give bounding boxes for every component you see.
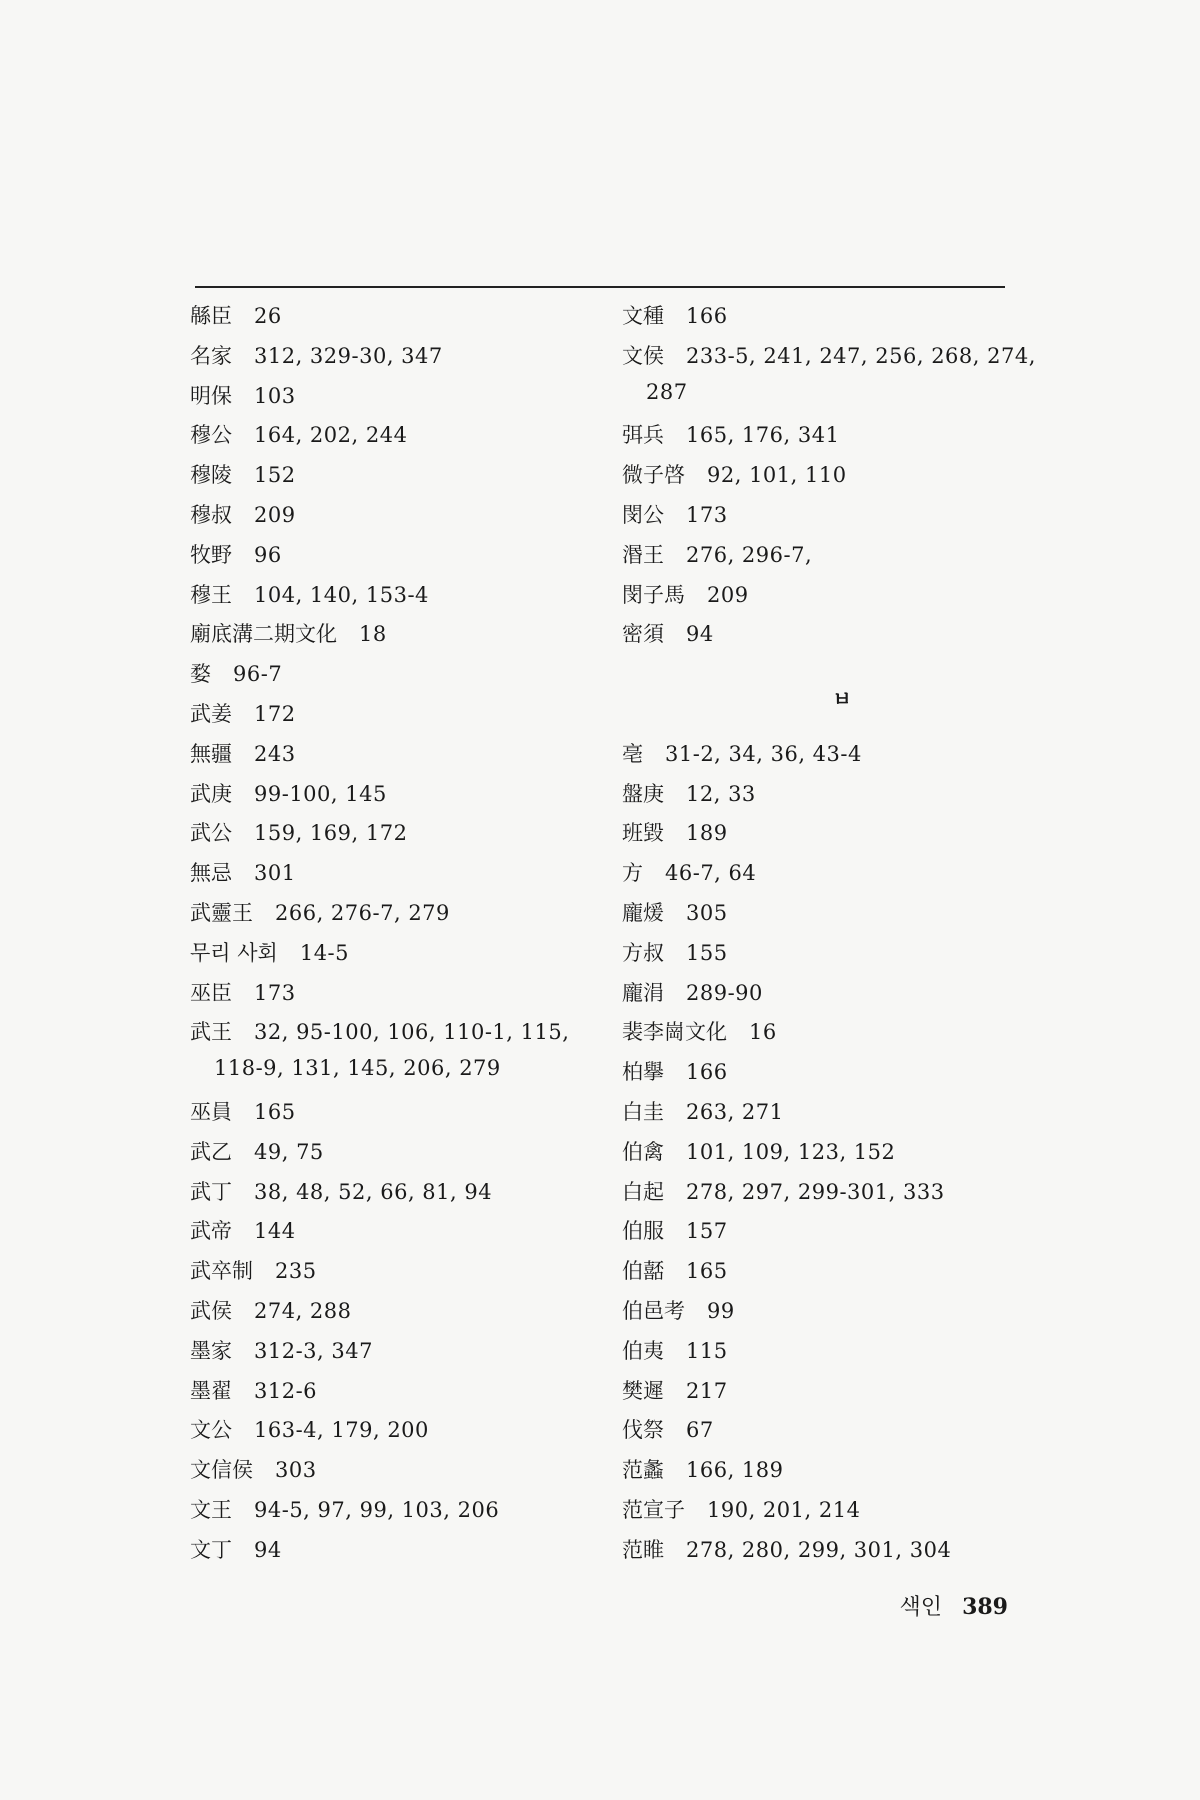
index-term: 文信侯 [190, 1458, 253, 1483]
index-entry [190, 778, 620, 818]
index-entry [190, 1335, 620, 1375]
index-term: 文種 [622, 304, 664, 328]
index-column-left [190, 300, 620, 1574]
index-term: 裴李崗文化 [622, 1020, 727, 1045]
index-pages: 159, 169, 172 [254, 821, 408, 846]
index-term: 巫員 [190, 1099, 232, 1124]
index-pages: 289-90 [686, 980, 763, 1005]
index-pages: 278, 280, 299, 301, 304 [686, 1537, 952, 1562]
index-pages: 144 [254, 1219, 296, 1244]
index-entry [190, 1136, 620, 1176]
index-pages: 31-2, 34, 36, 43-4 [665, 741, 862, 766]
index-term: 湣王 [622, 542, 664, 567]
index-pages: 18 [359, 622, 387, 647]
index-pages: 266, 276-7, 279 [275, 900, 450, 925]
index-pages: 163-4, 179, 200 [254, 1418, 429, 1443]
index-term: 武帝 [190, 1219, 232, 1244]
index-term: 伯嚭 [622, 1259, 664, 1284]
index-term: 白起 [622, 1179, 664, 1204]
index-pages: 92, 101, 110 [707, 463, 847, 488]
index-term: 明保 [190, 383, 232, 408]
index-entry [622, 1056, 1022, 1096]
index-entry [622, 300, 1022, 340]
index-entry-continuation [622, 380, 1022, 420]
index-term: 武姜 [190, 701, 232, 726]
index-entry [190, 499, 620, 539]
index-term: 文王 [190, 1497, 232, 1522]
index-entry [190, 817, 620, 857]
index-entry [190, 1096, 620, 1136]
section-heading: ㅂ [832, 687, 852, 712]
index-term: 穆王 [190, 582, 232, 607]
index-entry [622, 1176, 1022, 1216]
index-term: 廟底溝二期文化 [190, 622, 337, 647]
index-pages: 12, 33 [686, 781, 756, 806]
index-pages: 26 [254, 304, 282, 328]
index-pages: 152 [254, 463, 296, 488]
index-entry [622, 778, 1022, 818]
index-pages: 104, 140, 153-4 [254, 582, 429, 607]
index-entry [622, 419, 1022, 459]
index-term: 伯夷 [622, 1338, 664, 1363]
index-entry [622, 1335, 1022, 1375]
index-pages: 303 [275, 1458, 317, 1483]
index-entry [190, 1255, 620, 1295]
top-rule [195, 286, 1005, 288]
index-term: 柏擧 [622, 1060, 664, 1085]
index-pages: 14-5 [299, 940, 350, 965]
index-pages: 274, 288 [254, 1298, 352, 1323]
index-term: 穆陵 [190, 463, 232, 488]
index-pages: 94 [686, 622, 714, 647]
index-entry [622, 1096, 1022, 1136]
index-entry [622, 1414, 1022, 1454]
index-pages: 189 [686, 821, 728, 846]
index-pages: 67 [686, 1418, 714, 1443]
index-term: 伯禽 [622, 1139, 664, 1164]
index-pages: 301 [254, 861, 296, 886]
index-pages: 312, 329-30, 347 [254, 343, 443, 368]
index-pages: 233-5, 241, 247, 256, 268, 274, [686, 343, 1036, 368]
index-pages: 243 [254, 741, 296, 766]
index-term: 白圭 [622, 1099, 664, 1124]
index-pages: 164, 202, 244 [254, 423, 408, 448]
index-pages: 190, 201, 214 [707, 1497, 861, 1522]
index-entry [622, 340, 1036, 380]
index-term: 名家 [190, 343, 232, 368]
index-pages: 99-100, 145 [254, 781, 387, 806]
index-entry [190, 1534, 620, 1574]
index-pages: 16 [749, 1020, 777, 1045]
index-entry [190, 419, 620, 459]
index-pages: 96-7 [233, 662, 283, 687]
index-term: 巫臣 [190, 980, 232, 1005]
index-pages: 165, 176, 341 [686, 423, 840, 448]
index-pages: 115 [686, 1338, 728, 1363]
index-entry [190, 579, 620, 619]
index-pages: 173 [686, 502, 728, 527]
index-term: 武庚 [190, 781, 232, 806]
index-entry [622, 539, 1022, 579]
index-pages: 209 [707, 582, 749, 607]
index-term: 文侯 [622, 343, 664, 368]
index-pages: 165 [254, 1099, 296, 1124]
index-pages: 94-5, 97, 99, 103, 206 [254, 1497, 500, 1522]
index-pages: 38, 48, 52, 66, 81, 94 [254, 1179, 493, 1204]
index-entry [190, 539, 620, 579]
index-term: 無疆 [190, 741, 232, 766]
index-column-right [622, 300, 1036, 1574]
index-entry [622, 977, 1022, 1017]
index-entry [190, 380, 620, 420]
index-term: 伐祭 [622, 1418, 664, 1443]
index-entry [190, 738, 620, 778]
index-entry [622, 499, 1022, 539]
index-entry [622, 1375, 1022, 1415]
index-term: 龐煖 [622, 900, 664, 925]
index-entry [190, 937, 620, 977]
index-pages: 32, 95-100, 106, 110-1, 115, [254, 1020, 570, 1045]
index-pages: 276, 296-7, [686, 542, 813, 567]
index-term: 婺 [190, 662, 211, 687]
index-entry [622, 1494, 1022, 1534]
index-term: 伯邑考 [622, 1298, 685, 1323]
index-term: 微子啓 [622, 463, 685, 488]
index-pages: 172 [254, 701, 296, 726]
index-entry [622, 459, 1022, 499]
index-pages: 166 [686, 1060, 728, 1085]
index-term: 閔公 [622, 502, 664, 527]
index-pages: 173 [254, 980, 296, 1005]
index-term: 范睢 [622, 1537, 664, 1562]
index-pages: 166 [686, 304, 728, 328]
index-entry [190, 300, 620, 340]
index-entry [190, 1016, 620, 1056]
page-number: 389 [962, 1594, 1008, 1620]
index-term: 穆叔 [190, 502, 232, 527]
index-term: 無忌 [190, 861, 232, 886]
index-entry [622, 1295, 1022, 1335]
index-term: 伯服 [622, 1219, 664, 1244]
index-term: 墨家 [190, 1338, 232, 1363]
index-pages: 99 [707, 1298, 735, 1323]
index-term: 文丁 [190, 1537, 232, 1562]
index-pages: 312-6 [254, 1378, 318, 1403]
index-entry [190, 977, 620, 1017]
index-entry [190, 658, 620, 698]
index-term: 范宣子 [622, 1497, 685, 1522]
index-entry [190, 897, 620, 937]
index-term: 牧野 [190, 542, 232, 567]
index-entry [190, 1494, 620, 1534]
index-pages: 103 [254, 383, 296, 408]
page-footer [900, 1590, 1008, 1621]
index-entry [190, 857, 620, 897]
index-term: 弭兵 [622, 423, 664, 448]
index-pages: 96 [254, 542, 282, 567]
index-term: 文公 [190, 1418, 232, 1443]
index-term: 穆公 [190, 423, 232, 448]
index-term: 武卒制 [190, 1259, 253, 1284]
index-entry [622, 1454, 1022, 1494]
index-term: 武王 [190, 1020, 232, 1045]
index-pages: 209 [254, 502, 296, 527]
index-pages: 305 [686, 900, 728, 925]
index-pages: 235 [275, 1259, 317, 1284]
index-entry [190, 1295, 620, 1335]
index-term: 무리 사회 [190, 940, 278, 965]
index-entry [190, 1454, 620, 1494]
index-entry [190, 1176, 620, 1216]
index-pages: 157 [686, 1219, 728, 1244]
index-pages: 217 [686, 1378, 728, 1403]
index-pages: 287 [646, 379, 688, 404]
index-pages: 278, 297, 299-301, 333 [686, 1179, 945, 1204]
index-term: 武侯 [190, 1298, 232, 1323]
index-pages: 46-7, 64 [665, 861, 757, 886]
index-pages: 49, 75 [254, 1139, 324, 1164]
index-term: 密須 [622, 622, 664, 647]
index-entry [622, 618, 1022, 658]
index-term: 范蠡 [622, 1458, 664, 1483]
index-entry [622, 897, 1022, 937]
index-entry [190, 1375, 620, 1415]
index-entry [622, 1534, 1022, 1574]
index-entry [622, 937, 1022, 977]
index-pages: 165 [686, 1259, 728, 1284]
index-term: 閔子馬 [622, 582, 685, 607]
index-entry [622, 738, 1022, 778]
index-entry [190, 1215, 620, 1255]
index-term: 樊遲 [622, 1378, 664, 1403]
index-pages: 166, 189 [686, 1458, 784, 1483]
index-entry [190, 340, 620, 380]
index-term: 方叔 [622, 940, 664, 965]
index-term: 武靈王 [190, 900, 253, 925]
index-entry [190, 698, 620, 738]
index-pages: 101, 109, 123, 152 [686, 1139, 896, 1164]
index-pages: 155 [686, 940, 728, 965]
index-entry-continuation [190, 1056, 620, 1096]
index-term: 龐涓 [622, 980, 664, 1005]
index-pages: 312-3, 347 [254, 1338, 373, 1363]
index-term: 方 [622, 861, 643, 886]
index-entry [622, 1136, 1022, 1176]
index-term: 班毀 [622, 821, 664, 846]
index-entry [622, 857, 1022, 897]
index-pages: 118-9, 131, 145, 206, 279 [214, 1056, 501, 1081]
index-term: 墨翟 [190, 1378, 232, 1403]
index-pages: 263, 271 [686, 1099, 784, 1124]
index-term: 武丁 [190, 1179, 232, 1204]
index-term: 武公 [190, 821, 232, 846]
index-term: 武乙 [190, 1139, 232, 1164]
index-entry [622, 817, 1022, 857]
index-entry [622, 1255, 1022, 1295]
index-term: 亳 [622, 741, 643, 766]
footer-label: 색인 [899, 1595, 943, 1620]
index-term: 緜臣 [190, 304, 232, 328]
index-entry [622, 1016, 1022, 1056]
index-entry [622, 579, 1022, 619]
index-term: 盤庚 [622, 781, 664, 806]
index-pages: 94 [254, 1537, 282, 1562]
index-entry [190, 459, 620, 499]
index-entry [622, 1215, 1022, 1255]
index-entry [190, 1414, 620, 1454]
index-entry [190, 618, 620, 658]
